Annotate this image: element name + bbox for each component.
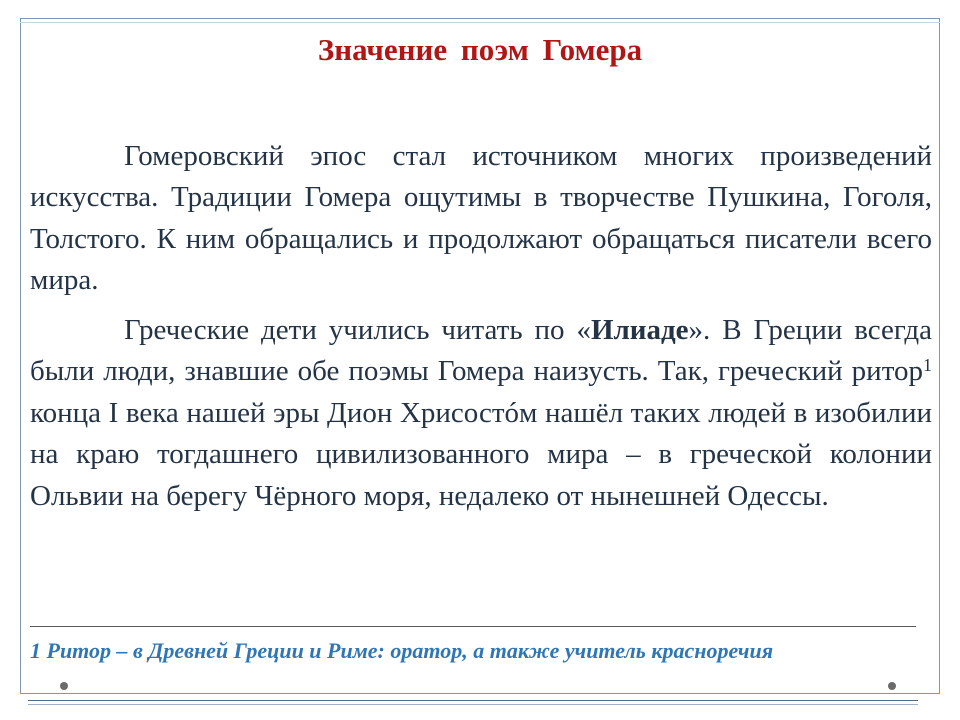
paragraph-text-end: конца I века нашей эры Дион Хрисостóм нашёл таких людей в изобилии на краю тогдашнего цивилизованного мира – в греческой колонии Ольвии на берегу Чёрного моря, недалеко от нынешней Одессы. bbox=[30, 396, 932, 512]
work-title-iliad: Илиаде bbox=[590, 314, 689, 346]
footnote-mark: 1 bbox=[923, 355, 932, 376]
corner-dot-left bbox=[60, 682, 68, 690]
footnote-rhetor: 1 Ритор – в Древней Греции и Риме: оратор, а также учитель красноречия bbox=[30, 638, 774, 663]
corner-dot-right bbox=[888, 682, 896, 690]
paragraph-homeric-epic: Гомеровский эпос стал источником многих произведений искусства. Традиции Гомера ощутимы в творчестве Пушкина, Гоголя, Толстого. К ним обращались и продолжают обращаться писатели всего мира. bbox=[30, 140, 932, 297]
top-divider bbox=[20, 22, 940, 23]
footnote-divider bbox=[30, 626, 916, 627]
bottom-rule-secondary bbox=[28, 704, 918, 705]
paragraph-text-middle: ». В Греции всегда были люди, знавшие обе поэмы Гомера наизусть. Так, греческий ритор bbox=[30, 314, 932, 388]
bottom-rule bbox=[28, 700, 918, 701]
paragraph-text-start: Греческие дети учились читать по « bbox=[124, 314, 591, 346]
paragraph-iliad-readers bbox=[30, 310, 932, 517]
slide-title: Значение поэм Гомера bbox=[317, 32, 643, 67]
